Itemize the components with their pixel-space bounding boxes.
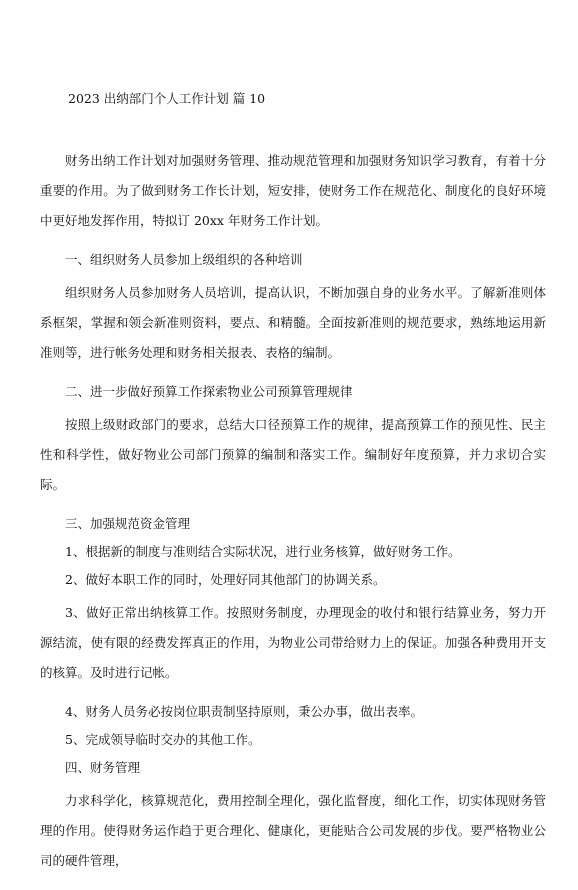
paragraph-budget: 按照上级财政部门的要求，总结大口径预算工作的规律，提高预算工作的预见性、民主性和科学性，做好物业公司部门预算的编制和落实工作。编制好年度预算，并力求切合实际。: [40, 417, 546, 492]
paragraph-training: 组织财务人员参加财务人员培训，提高认识，不断加强自身的业务水平。了解新准则体系框架，掌握和领会新准则资料，要点、和精髓。全面按新准则的规范要求，熟练地运用新准则等，进行帐务处理和财务相关报表、表格的编制。: [40, 285, 546, 360]
document-body: [40, 146, 546, 890]
section-heading-1: 一、组织财务人员参加上级组织的各种培训: [65, 252, 303, 267]
list-item-4: 4、财务人员务必按岗位职责制坚持原则，秉公办事，做出表率。: [65, 704, 423, 719]
paragraph-intro: 财务出纳工作计划对加强财务管理、推动规范管理和加强财务知识学习教育，有着十分重要的作用。为了做到财务工作长计划，短安排，使财务工作在规范化、制度化的良好环境中更好地发挥作用，特拟订 20xx 年财务工作计划。: [40, 153, 546, 228]
section-heading-3: 三、加强规范资金管理: [65, 516, 191, 531]
document-title: 2023 出纳部门个人工作计划 篇 10: [68, 91, 266, 106]
list-item-2: 2、做好本职工作的同时，处理好同其他部门的协调关系。: [65, 572, 386, 587]
list-item-5: 5、完成领导临时交办的其他工作。: [65, 732, 261, 747]
list-item-3: 3、做好正常出纳核算工作。按照财务制度，办理现金的收付和银行结算业务，努力开源结流，使有限的经费发挥真正的作用，为物业公司带给财力上的保证。加强各种费用开支的核算。及时进行记帐。: [40, 605, 546, 680]
paragraph-finance-management: 力求科学化，核算规范化，费用控制全理化，强化监督度，细化工作，切实体现财务管理的作用。使得财务运作趋于更合理化、健康化，更能贴合公司发展的步伐。要严格物业公司的硬件管理，: [40, 793, 546, 868]
section-heading-2: 二、进一步做好预算工作探索物业公司预算管理规律: [65, 384, 353, 399]
section-heading-4: 四、财务管理: [65, 760, 141, 775]
list-item-1: 1、根据新的制度与准则结合实际状况，进行业务核算，做好财务工作。: [65, 544, 461, 559]
